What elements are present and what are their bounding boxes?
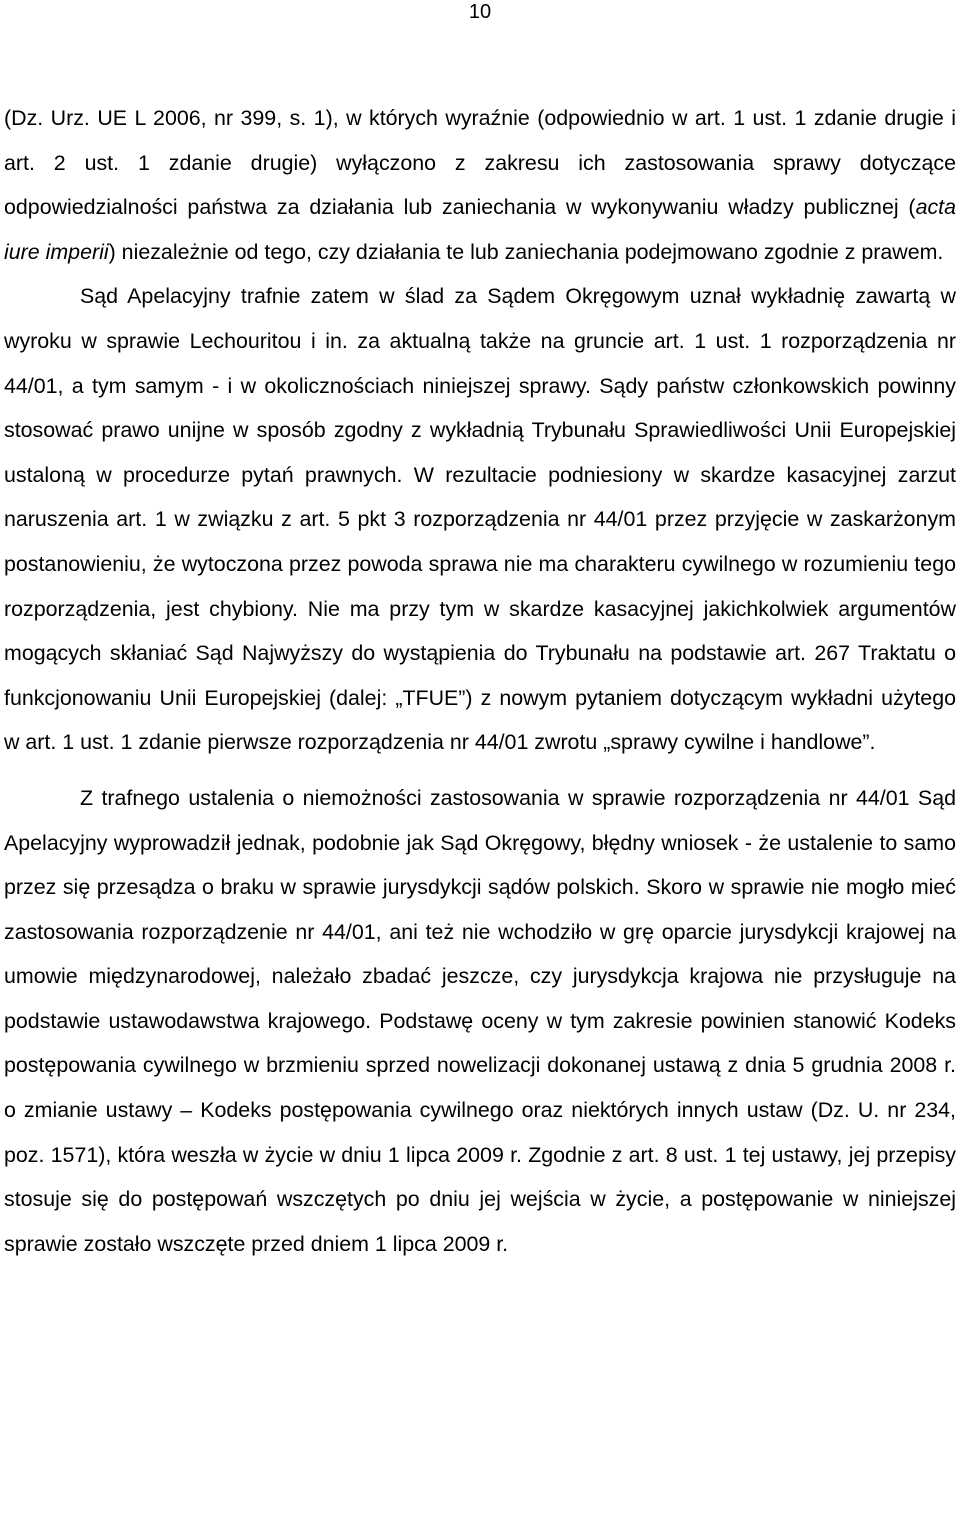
paragraph-2-text: Sąd Apelacyjny trafnie zatem w ślad za Sądem Okręgowym uznał wykładnię zawartą w wyroku w sprawie Lechouritou i in. za aktualną także na gruncie art. 1 ust. 1 rozporządzenia nr 44/01, a tym samym - i w okolicznościach niniejszej sprawy. Sądy państw członkowskich powinny stosować prawo unijne w sposób zgodny z wykładnią Trybunału Sprawiedliwości Unii Europejskiej ustaloną w procedurze pytań prawnych. W rezultacie podniesiony w skardze kasacyjnej zarzut naruszenia art. 1 w związku z art. 5 pkt 3 rozporządzenia nr 44/01 przez przyjęcie w zaskarżonym postanowieniu, że wytoczona przez powoda sprawa nie ma charakteru cywilnego w rozumieniu tego rozporządzenia, jest chybiony. Nie ma przy tym w skardze kasacyjnej jakichkolwiek argumentów mogących skłaniać Sąd Najwyższy do wystąpienia do Trybunału na podstawie art. 267 Traktatu o funkcjonowaniu Unii Europejskiej (dalej: „TFUE”) z nowym pytaniem dotyczącym wykładni użytego w art. 1 ust. 1 zdanie pierwsze rozporządzenia nr 44/01 zwrotu „sprawy cywilne i handlowe”.: [4, 284, 956, 755]
document-body: [4, 96, 956, 1266]
paragraph-1: [4, 96, 956, 274]
paragraph-3-text: Z trafnego ustalenia o niemożności zastosowania w sprawie rozporządzenia nr 44/01 Sąd Apelacyjny wyprowadził jednak, podobnie jak Sąd Okręgowy, błędny wniosek - że ustalenie to samo przez się przesądza o braku w sprawie jurysdykcji sądów polskich. Skoro w sprawie nie mogło mieć zastosowania rozporządzenie nr 44/01, ani też nie wchodziło w grę oparcie jurysdykcji krajowej na umowie międzynarodowej, należało zbadać jeszcze, czy jurysdykcja krajowa nie przysługuje na podstawie ustawodawstwa krajowego. Podstawę oceny w tym zakresie powinien stanowić Kodeks postępowania cywilnego w brzmieniu sprzed nowelizacji dokonanej ustawą z dnia 5 grudnia 2008 r. o zmianie ustawy – Kodeks postępowania cywilnego oraz niektórych innych ustaw (Dz. U. nr 234, poz. 1571), która weszła w życie w dniu 1 lipca 2009 r. Zgodnie z art. 8 ust. 1 tej ustawy, jej przepisy stosuje się do postępowań wszczętych po dniu jej wejścia w życie, a postępowanie w niniejszej sprawie zostało wszczęte przed dniem 1 lipca 2009 r.: [4, 785, 956, 1256]
paragraph-1-text-a: (Dz. Urz. UE L 2006, nr 399, s. 1), w których wyraźnie (odpowiednio w art. 1 ust. 1 zdanie drugie i art. 2 ust. 1 zdanie drugie) wyłączono z zakresu ich zastosowania sprawy dotyczące odpowiedzialności państwa za działania lub zaniechania w wykonywaniu władzy publicznej (: [4, 106, 956, 220]
paragraph-1-text-b: ) niezależnie od tego, czy działania te lub zaniechania podejmowano zgodnie z prawem.: [108, 239, 944, 264]
paragraph-2: [4, 274, 956, 765]
paragraph-1-latin-term: acta iure imperii: [4, 195, 956, 264]
paragraph-3: [4, 776, 956, 1267]
page-number: 10: [468, 1, 492, 23]
